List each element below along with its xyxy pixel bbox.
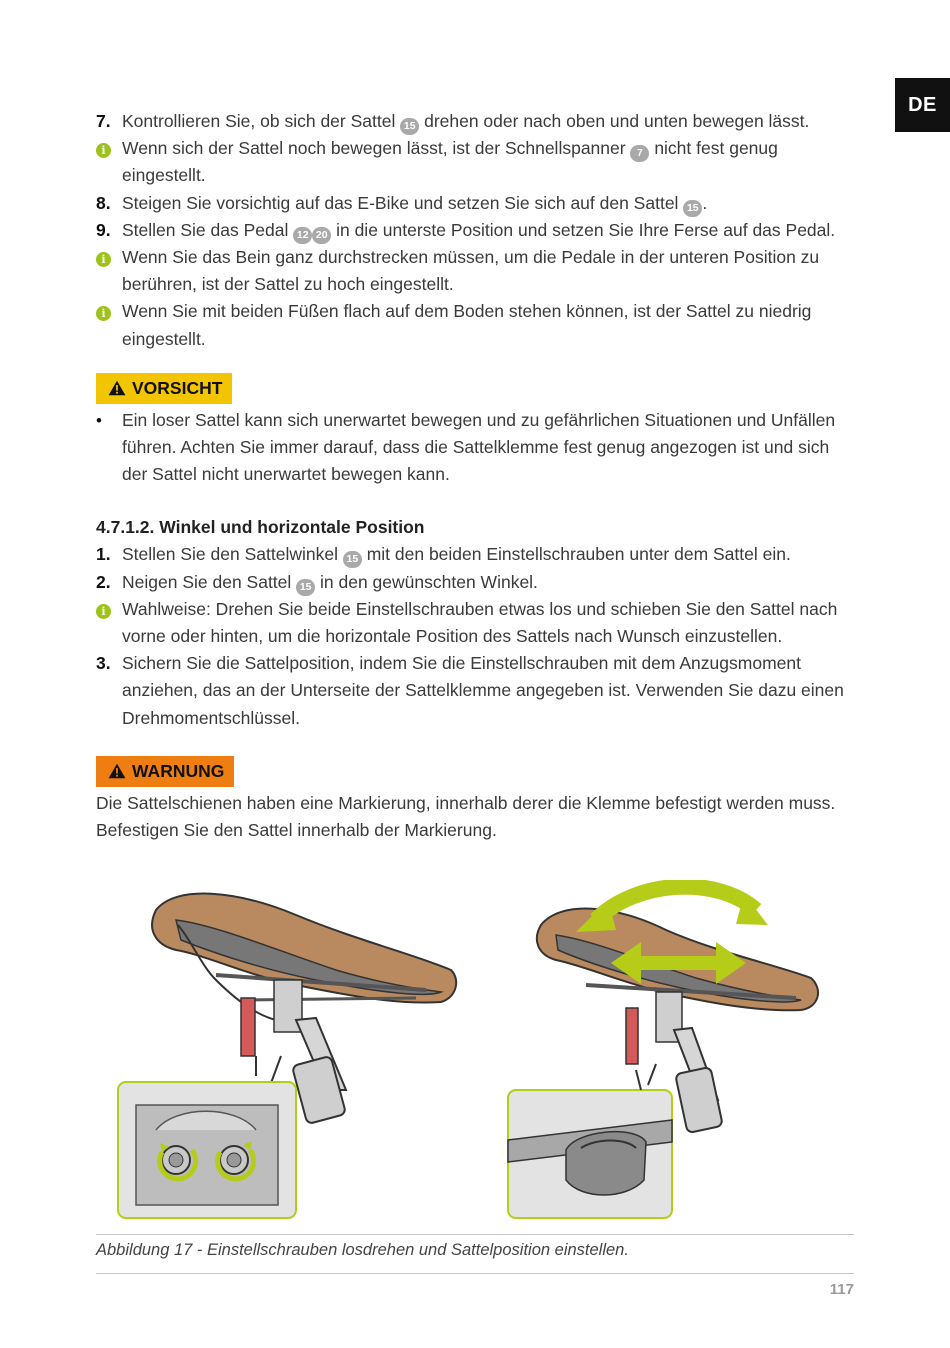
ref-badge: 15 (296, 579, 315, 596)
vorsicht-label (96, 373, 232, 404)
step-text: Sichern Sie die Sattelposition, indem Sie die Einstellschrauben mit dem Anzugsmoment anziehen, das an der Unterseite der Sattelklemme angegeben ist. Verwenden Sie dazu einen Drehmomentschlüssel. (122, 653, 844, 728)
page-content (96, 108, 858, 844)
info-note (96, 596, 858, 650)
ref-badge: 20 (312, 227, 331, 244)
warnung-text: Die Sattelschienen haben eine Markierung, innerhalb derer die Klemme befestigt werden muss. Befestigen Sie den Sattel innerhalb der Markierung. (96, 792, 836, 841)
step-text: Stellen Sie das Pedal (122, 219, 294, 240)
step-1 (96, 541, 858, 568)
info-icon: i (96, 135, 111, 162)
step-text: in die unterste Position und setzen Sie Ihre Ferse auf das Pedal. (331, 219, 836, 240)
info-note (96, 244, 858, 298)
step-text: drehen oder nach oben und unten bewegen lässt. (419, 111, 810, 131)
page-number: 117 (829, 1281, 854, 1298)
info-note (96, 135, 858, 189)
step-text: in den gewünschten Winkel. (315, 571, 538, 592)
saddle-illustration-right (508, 887, 818, 1218)
info-text: Wahlweise: Drehen Sie beide Einstellschrauben etwas los und schieben Sie den Sattel nach vorne oder hinten, um die horizontale Position des Sattels nach Wunsch einzustellen. (122, 598, 838, 647)
info-text: Wenn Sie mit beiden Füßen flach auf dem Boden stehen können, ist der Sattel zu niedrig eingestellt. (122, 301, 812, 349)
alert-label-text: VORSICHT (132, 377, 223, 398)
step-text: Steigen Sie vorsichtig auf das E-Bike und setzen Sie sich auf den Sattel (122, 192, 684, 213)
language-tab[interactable]: DE (895, 78, 950, 132)
saddle-illustration-left (118, 894, 456, 1218)
step-7 (96, 108, 858, 135)
warnung-label (96, 756, 234, 787)
figure-caption: Abbildung 17 - Einstellschrauben losdrehen und Sattelposition einstellen. (96, 1241, 629, 1259)
step-8 (96, 190, 858, 217)
step-text: mit den beiden Einstellschrauben unter dem Sattel ein. (361, 544, 791, 565)
section-heading: 4.7.1.2. Winkel und horizontale Position (96, 517, 425, 538)
info-text: Wenn sich der Sattel noch bewegen lässt, ist der Schnellspanner (122, 138, 631, 159)
step-number: 1. (96, 544, 111, 565)
info-icon: i (96, 244, 111, 271)
info-text: nicht fest genug eingestellt. (122, 138, 778, 186)
step-number: 8. (96, 192, 111, 213)
step-number: 7. (96, 111, 111, 131)
warning-icon (108, 380, 126, 396)
info-text: Wenn Sie das Bein ganz durchstrecken müssen, um die Pedale in der unteren Position zu berühren, ist der Sattel zu hoch eingestellt. (122, 247, 820, 295)
caption-rule-bottom (96, 1273, 854, 1274)
step-number: 9. (96, 219, 111, 240)
step-text: . (702, 192, 708, 213)
figure-illustration (96, 880, 856, 1225)
step-9 (96, 217, 858, 244)
step-number: 2. (96, 571, 111, 592)
ref-badge: 7 (630, 145, 649, 162)
info-note (96, 298, 858, 352)
warning-icon (108, 763, 126, 779)
bullet-text: Ein loser Sattel kann sich unerwartet bewegen und zu gefährlichen Situationen und Unfällen führen. Achten Sie immer darauf, dass die Sattelklemme fest genug angezogen ist und sich der Sattel nicht unerwartet bewegen kann. (122, 409, 836, 485)
vorsicht-bullet (96, 407, 858, 489)
step-text: Stellen Sie den Sattelwinkel (122, 544, 343, 565)
caption-rule-top (96, 1234, 854, 1235)
step-3 (96, 650, 858, 732)
ref-badge: 15 (343, 551, 362, 568)
step-2 (96, 569, 858, 596)
step-text: Kontrollieren Sie, ob sich der Sattel (122, 111, 401, 131)
step-number: 3. (96, 653, 111, 674)
ref-badge: 15 (400, 118, 419, 135)
ref-badge: 12 (293, 227, 312, 244)
step-text: Neigen Sie den Sattel (122, 571, 297, 592)
bullet-dot: • (96, 410, 102, 430)
alert-label-text: WARNUNG (132, 760, 225, 781)
info-icon: i (96, 596, 111, 623)
ref-badge: 15 (683, 200, 702, 217)
info-icon: i (96, 298, 111, 325)
